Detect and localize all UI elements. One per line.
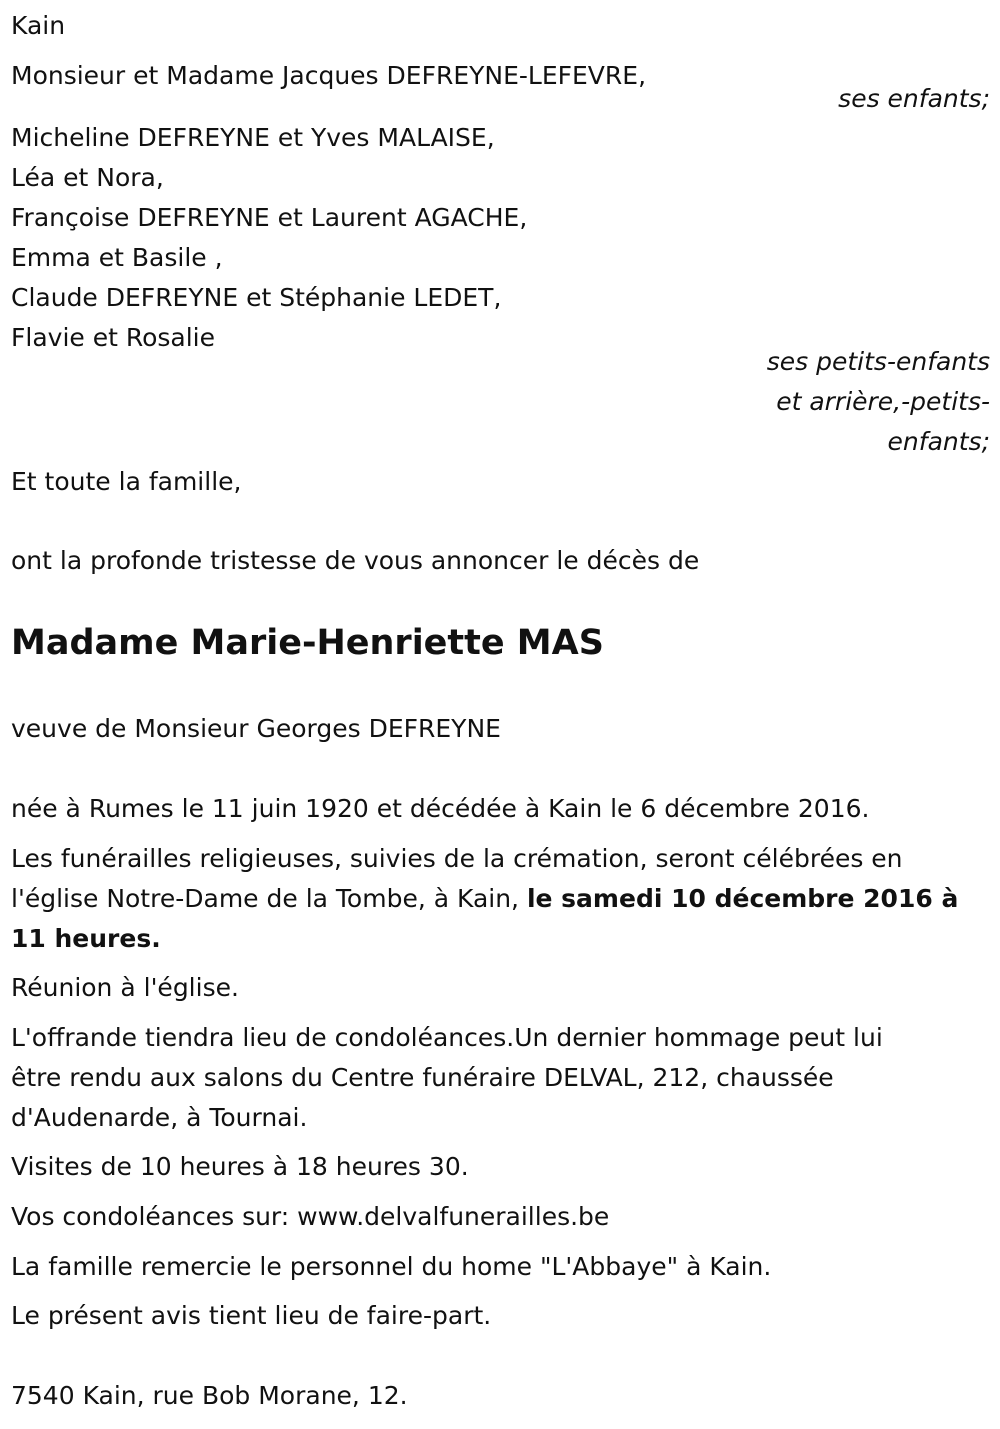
widow-line: veuve de Monsieur Georges DEFREYNE [11, 714, 501, 743]
parents-line: Monsieur et Madame Jacques DEFREYNE-LEFEVRE, [11, 61, 647, 90]
children-label: ses enfants; [838, 84, 990, 113]
offering-line-3: d'Audenarde, à Tournai. [11, 1103, 308, 1132]
grandchild-line-3: Françoise DEFREYNE et Laurent AGACHE, [11, 203, 528, 232]
deceased-name: Madame Marie-Henriette MAS [11, 623, 604, 663]
grandchild-line-5: Claude DEFREYNE et Stéphanie LEDET, [11, 283, 502, 312]
visits-line: Visites de 10 heures à 18 heures 30. [11, 1152, 469, 1181]
announcement-line: ont la profonde tristesse de vous annoncer le décès de [11, 546, 700, 575]
funeral-date-text: le samedi 10 décembre 2016 à [526, 884, 959, 913]
offering-line-1: L'offrande tiendra lieu de condoléances.Un dernier hommage peut lui [11, 1023, 883, 1052]
funeral-line-2 [11, 879, 958, 919]
grandchild-line-1: Micheline DEFREYNE et Yves MALAISE, [11, 123, 495, 152]
offering-line-2: être rendu aux salons du Centre funéraire DELVAL, 212, chaussée [11, 1063, 834, 1092]
reunion-line: Réunion à l'église. [11, 973, 239, 1002]
grandchild-line-4: Emma et Basile , [11, 243, 223, 272]
funeral-time-text: 11 heures. [11, 924, 161, 953]
grandchildren-label-1: ses petits-enfants [766, 347, 990, 376]
thanks-line: La famille remercie le personnel du home "L'Abbaye" à Kain. [11, 1252, 772, 1281]
funeral-line-1: Les funérailles religieuses, suivies de la crémation, seront célébrées en [11, 844, 903, 873]
grandchild-line-2: Léa et Nora, [11, 163, 164, 192]
notice-line: Le présent avis tient lieu de faire-part. [11, 1301, 492, 1330]
grandchildren-label-2: et arrière,-petits- [776, 387, 990, 416]
condolences-online-line: Vos condoléances sur: www.delvalfunerailles.be [11, 1202, 610, 1231]
grandchild-line-6: Flavie et Rosalie [11, 323, 216, 352]
grandchildren-label-3: enfants; [887, 427, 990, 456]
family-line: Et toute la famille, [11, 467, 242, 496]
funeral-place-text: l'église Notre-Dame de la Tombe, à Kain, [11, 884, 527, 913]
address-line: 7540 Kain, rue Bob Morane, 12. [11, 1381, 408, 1410]
birth-death-line: née à Rumes le 11 juin 1920 et décédée à Kain le 6 décembre 2016. [11, 794, 870, 823]
location-heading: Kain [11, 11, 66, 40]
